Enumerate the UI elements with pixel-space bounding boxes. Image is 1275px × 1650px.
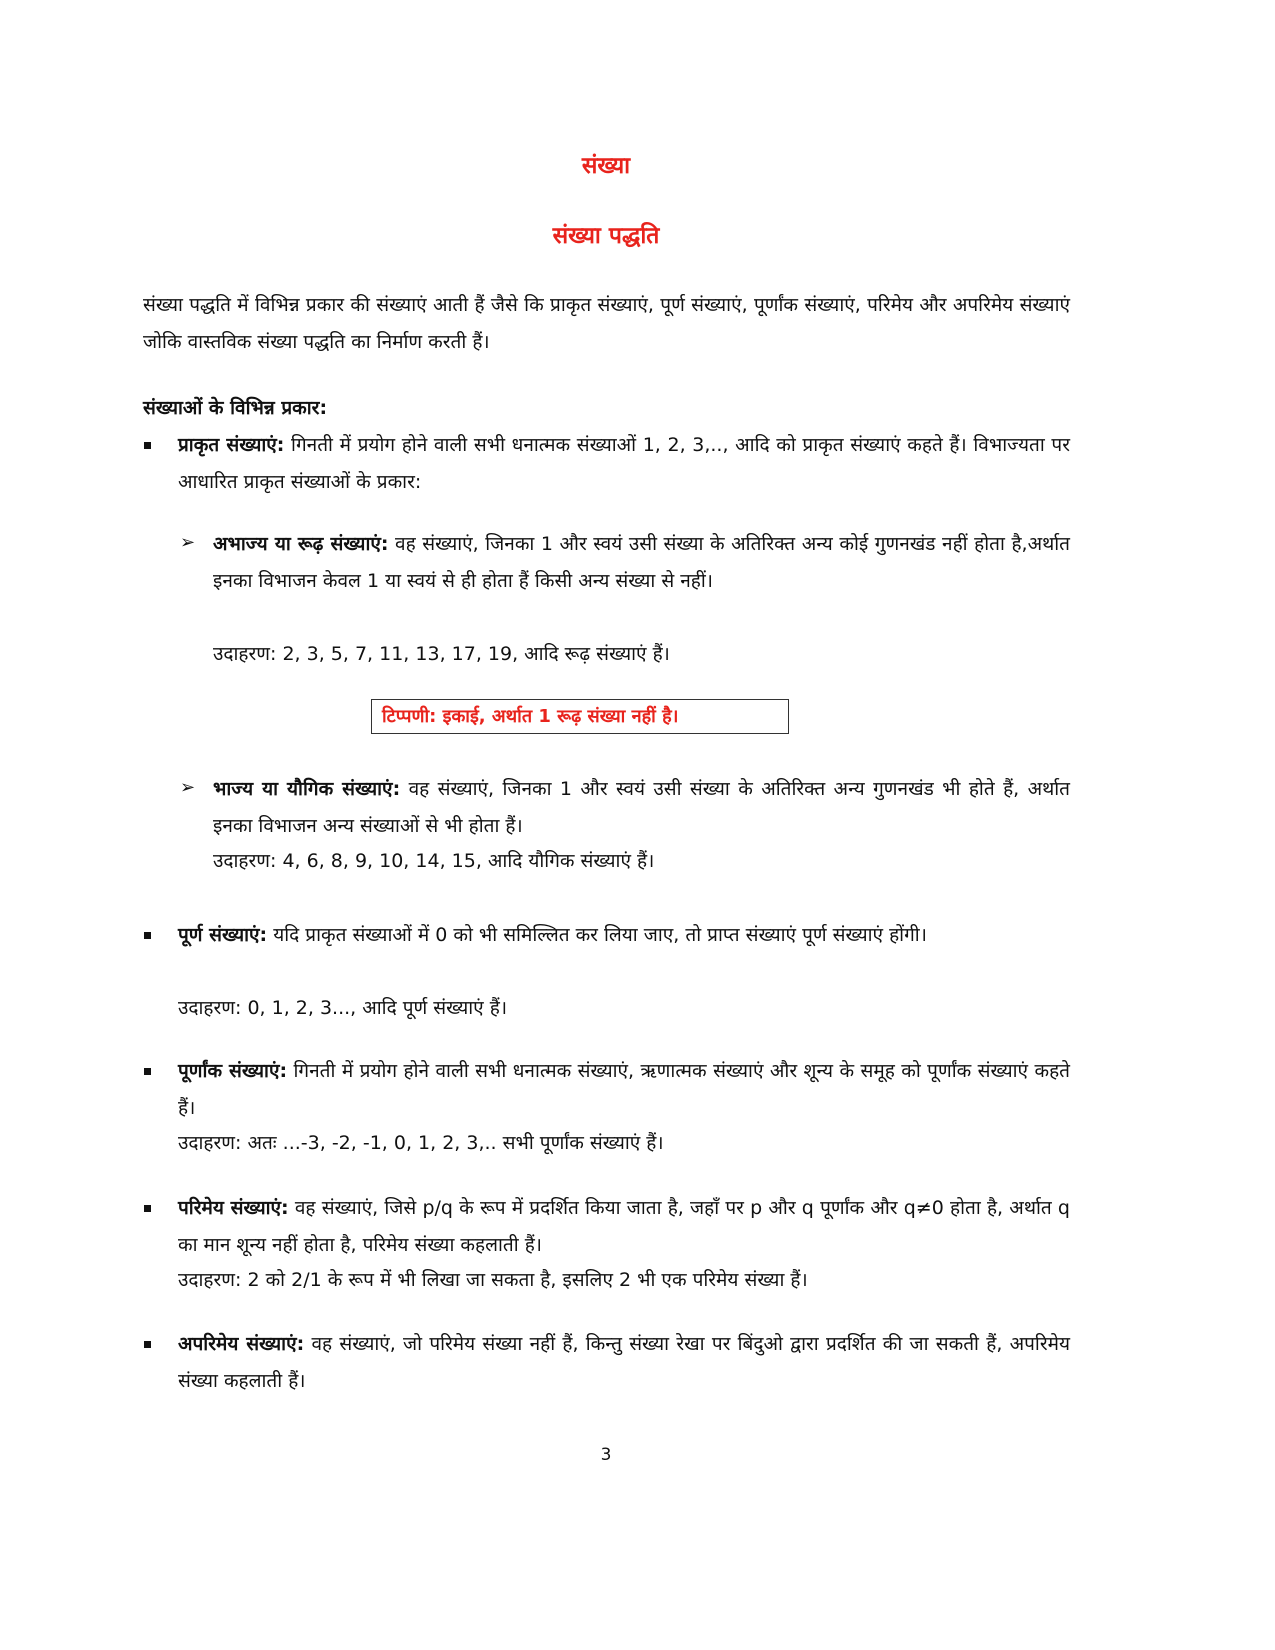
page-title: संख्या	[581, 153, 631, 179]
prime-numbers-item	[213, 526, 1070, 599]
item-label: परिमेय संख्याएं:	[178, 1197, 289, 1219]
rational-example: उदाहरण: 2 को 2/1 के रूप में भी लिखा जा सकता है, इसलिए 2 भी एक परिमेय संख्या हैं।	[178, 1269, 808, 1291]
arrow-bullet-icon: ➢	[180, 532, 196, 553]
bullet-icon	[144, 1205, 151, 1212]
item-text: वह संख्याएं, जो परिमेय संख्या नहीं हैं, किन्तु संख्या रेखा पर बिंदुओ द्वारा प्रदर्शित की जा सकती हैं, अपरिमेय संख्या कहलाती हैं।	[178, 1333, 1070, 1392]
item-label: पूर्ण संख्याएं:	[178, 924, 268, 946]
item-label: भाज्य या यौगिक संख्याएं:	[213, 778, 401, 800]
rational-numbers-item	[178, 1190, 1070, 1263]
integer-example: उदाहरण: अतः ...-3, -2, -1, 0, 1, 2, 3,.. सभी पूर्णांक संख्याएं हैं।	[178, 1132, 664, 1154]
composite-example: उदाहरण: 4, 6, 8, 9, 10, 14, 15, आदि यौगिक संख्याएं हैं।	[213, 850, 655, 872]
whole-numbers-item	[178, 917, 1070, 954]
integer-numbers-item	[178, 1053, 1070, 1126]
page-number: 3	[600, 1445, 612, 1465]
intro-paragraph: संख्या पद्धति में विभिन्न प्रकार की संख्याएं आती हैं जैसे कि प्राकृत संख्याएं, पूर्ण संख्याएं, पूर्णांक संख्याएं, परिमेय और अपरिमेय संख्याएं जोकि वास्तविक संख्या पद्धति का निर्माण करती हैं।	[143, 294, 1070, 353]
bullet-icon	[144, 1341, 151, 1348]
section-subtitle: संख्या पद्धति	[552, 223, 660, 249]
natural-numbers-item	[178, 427, 1070, 500]
bullet-icon	[144, 1068, 151, 1075]
item-label: प्राकृत संख्याएं:	[178, 434, 285, 456]
prime-example: उदाहरण: 2, 3, 5, 7, 11, 13, 17, 19, आदि रूढ़ संख्याएं हैं।	[213, 643, 670, 665]
bullet-icon	[144, 932, 151, 939]
item-label: अपरिमेय संख्याएं:	[178, 1333, 305, 1355]
item-text: यदि प्राकृत संख्याओं में 0 को भी समिल्लित कर लिया जाए, तो प्राप्त संख्याएं पूर्ण संख्याएं होंगी।	[267, 924, 927, 946]
whole-example: उदाहरण: 0, 1, 2, 3..., आदि पूर्ण संख्याएं हैं।	[178, 997, 508, 1019]
item-text: वह संख्याएं, जिसे p/q के रूप में प्रदर्शित किया जाता है, जहाँ पर p और q पूर्णांक और q≠0 होता है, अर्थात q का मान शून्य नहीं होता है, परिमेय संख्या कहलाती हैं।	[178, 1197, 1070, 1256]
types-heading: संख्याओं के विभिन्न प्रकार:	[143, 397, 328, 419]
item-text: गिनती में प्रयोग होने वाली सभी धनात्मक संख्याओं 1, 2, 3,.., आदि को प्राकृत संख्याएं कहते हैं। विभाज्यता पर आधारित प्राकृत संख्याओं के प्रकार:	[178, 434, 1070, 493]
arrow-bullet-icon: ➢	[180, 777, 196, 798]
bullet-icon	[144, 442, 151, 449]
item-text: वह संख्याएं, जिनका 1 और स्वयं उसी संख्या के अतिरिक्त अन्य कोई गुणनखंड नहीं होता है,अर्थात इनका विभाजन केवल 1 या स्वयं से ही होता हैं किसी अन्य संख्या से नहीं।	[213, 533, 1070, 592]
item-text: वह संख्याएं, जिनका 1 और स्वयं उसी संख्या के अतिरिक्त अन्य गुणनखंड भी होते हैं, अर्थात इनका विभाजन अन्य संख्याओं से भी होता हैं।	[213, 778, 1070, 837]
note-box: टिप्पणी: इकाई, अर्थात 1 रूढ़ संख्या नहीं है।	[371, 699, 789, 734]
item-text: गिनती में प्रयोग होने वाली सभी धनात्मक संख्याएं, ऋणात्मक संख्याएं और शून्य के समूह को पूर्णांक संख्याएं कहते हैं।	[178, 1060, 1070, 1119]
item-label: पूर्णांक संख्याएं:	[178, 1060, 288, 1082]
composite-numbers-item	[213, 771, 1070, 844]
item-label: अभाज्य या रूढ़ संख्याएं:	[213, 533, 389, 555]
irrational-numbers-item	[178, 1326, 1070, 1399]
